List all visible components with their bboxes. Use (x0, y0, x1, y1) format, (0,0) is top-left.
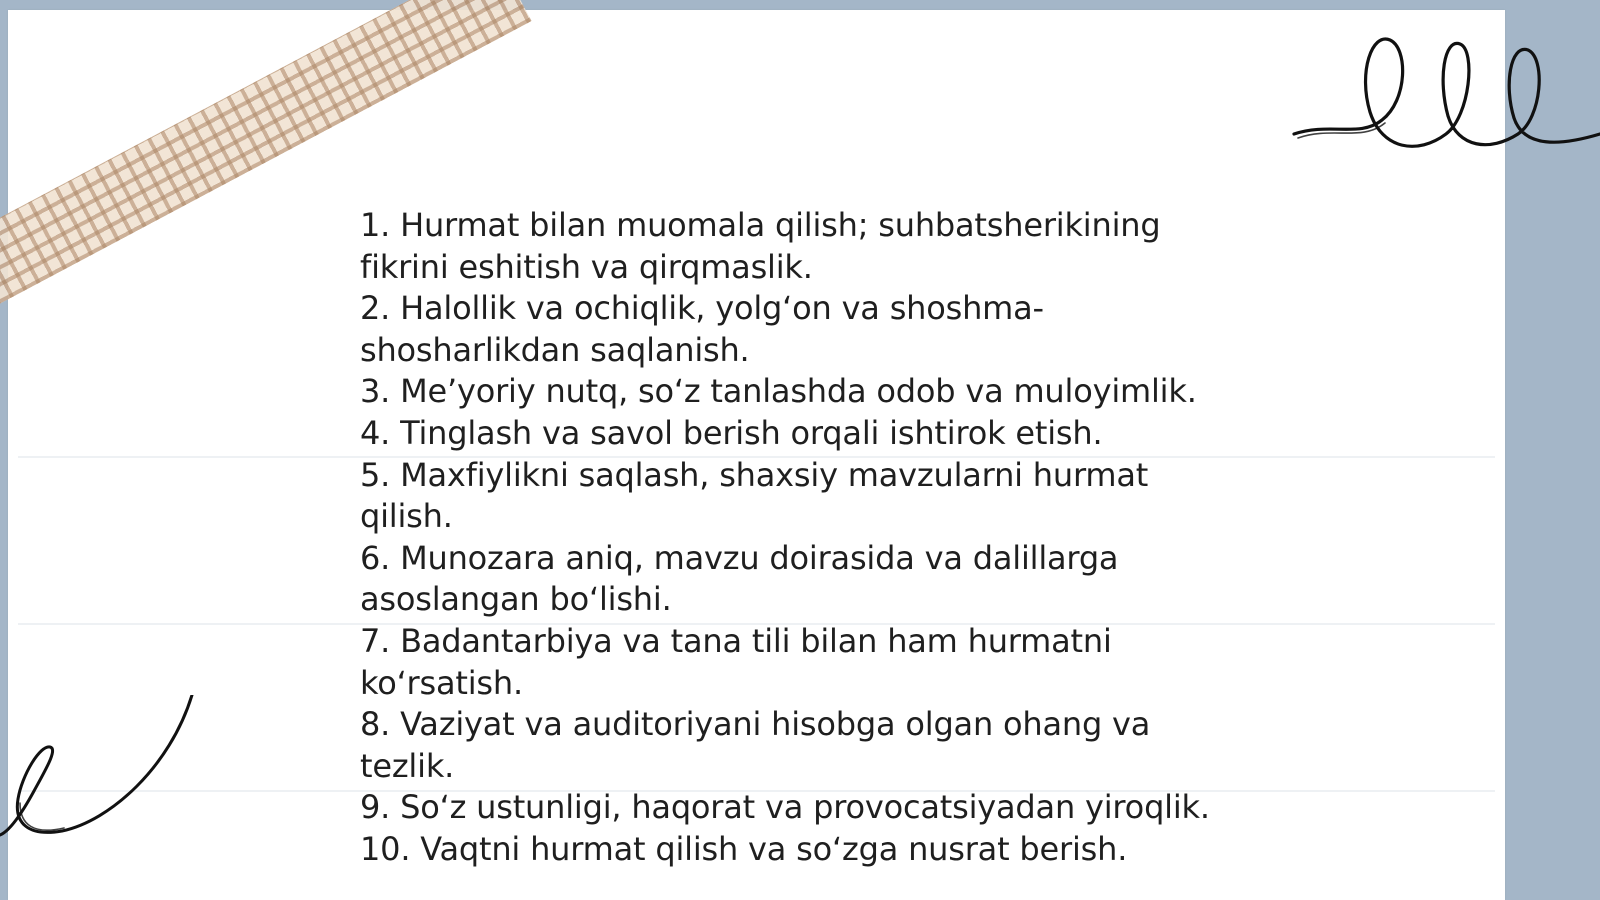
rule-item-3: 3. Me’yoriy nutq, so‘z tanlashda odob va muloyimlik. (360, 372, 1197, 411)
rule-item-6: 6. Munozara aniq, mavzu doirasida va dalillarga asoslangan bo‘lishi. (360, 538, 1119, 619)
rule-item-8: 8. Vaziyat va auditoriyani hisobga olgan ohang va tezlik. (360, 705, 1151, 785)
rule-item-7: 7. Badantarbiya va tana tili bilan ham hurmatni ko‘rsatish. (360, 621, 1112, 702)
swoosh-scribble-icon (0, 695, 200, 845)
rule-item-5: 5. Maxfiylikni saqlash, shaxsiy mavzularni hurmat qilish. (360, 455, 1149, 536)
rule-item-2: 2. Halollik va ochiqlik, yolg‘on va shoshma-shosharlikdan saqlanish. (360, 289, 1044, 369)
loopy-scribble-icon (1290, 30, 1600, 165)
rule-item-9: 9. So‘z ustunligi, haqorat va provocatsiyadan yiroqlik. (360, 788, 1210, 827)
rule-item-10: 10. Vaqtni hurmat qilish va so‘zga nusrat berish. (360, 829, 1128, 868)
rule-item-1: 1. Hurmat bilan muomala qilish; suhbatsherikining fikrini eshitish va qirqmaslik. (360, 206, 1161, 286)
rule-item-4: 4. Tinglash va savol berish orqali ishtirok etish. (360, 413, 1103, 452)
etiquette-rules-list (360, 205, 1240, 871)
